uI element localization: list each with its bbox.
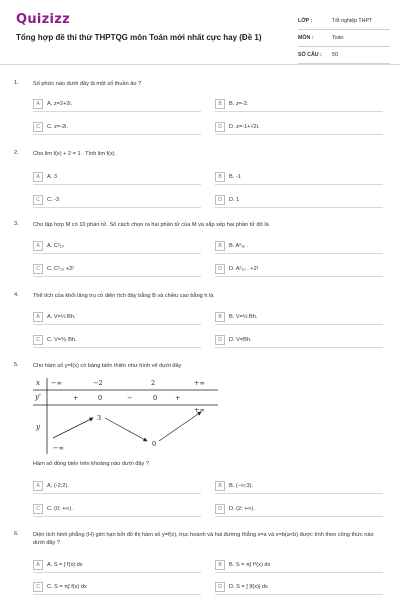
question-number: 6.: [14, 531, 19, 537]
q5-option-c[interactable]: [33, 503, 201, 517]
option-text: C. V=⅙ Bh.: [47, 337, 77, 343]
option-letter: B: [215, 172, 225, 182]
question-text: Cho tập hợp M có 10 phần tử. Số cách chọn ra hai phần tử của M và sắp xếp hai phần tử đó là: [33, 222, 269, 228]
option-text: D. A²₁₀ . +2!: [229, 266, 259, 272]
option-text: B. S = π∫ f²(x) dx: [229, 562, 271, 568]
q6-option-a[interactable]: [33, 559, 201, 573]
option-text: A. z=2+2i.: [47, 101, 73, 107]
subject-value: Toán: [332, 35, 344, 41]
sign: 0: [98, 394, 103, 402]
q6-option-d[interactable]: [215, 581, 383, 595]
option-letter: D: [215, 264, 225, 274]
option-letter: C: [33, 264, 43, 274]
quizizz-logo: Quizizz: [16, 12, 71, 27]
option-letter: D: [215, 582, 225, 592]
option-letter: D: [215, 335, 225, 345]
question-count-label: SỐ CÂU :: [298, 52, 322, 58]
q6-option-b[interactable]: [215, 559, 383, 573]
question-count-value: 50: [332, 52, 338, 58]
option-letter: B: [215, 312, 225, 322]
decrease-arrow: [105, 418, 147, 441]
question-number: 4.: [14, 292, 19, 298]
question-text: Cho lim f(x) + 2 = 1 . Tính lim f(x) .: [33, 151, 118, 157]
class-value: Tốt nghiệp THPT: [332, 18, 373, 24]
subject-label: MÔN :: [298, 35, 314, 41]
option-text: B. V=½ Bh.: [229, 314, 258, 320]
question-number: 5.: [14, 362, 19, 368]
variation-table-grid: [33, 378, 221, 454]
header-divider: [0, 64, 400, 65]
increase-arrow: [159, 412, 201, 441]
option-letter: B: [215, 481, 225, 491]
question-count-row: [298, 47, 390, 64]
y-value: −∞: [53, 444, 64, 452]
q1-option-d[interactable]: [215, 121, 383, 135]
class-label: LỚP :: [298, 18, 313, 24]
page-title: Tổng hợp đề thi thử THPTQG môn Toán mới nhất cực hay (Đề 1): [16, 33, 262, 42]
option-letter: C: [33, 582, 43, 592]
option-text: D. z=-1+√2i.: [229, 124, 260, 130]
question-text: Số phức nào dưới đây là một số thuần ảo ?: [33, 81, 142, 87]
option-letter: A: [33, 241, 43, 251]
option-letter: B: [215, 99, 225, 109]
option-letter: D: [215, 195, 225, 205]
option-text: A. 3: [47, 174, 57, 180]
q3-option-a[interactable]: [33, 240, 201, 254]
increase-arrow: [53, 418, 93, 438]
option-letter: C: [33, 122, 43, 132]
q5-option-d[interactable]: [215, 503, 383, 517]
question-number: 3.: [14, 221, 19, 227]
option-text: C. S = π∫ f(x) dx: [47, 584, 87, 590]
question-text: Diện tích hình phẳng (H) giới hạn bởi đồ thị hàm số y=f(x), trục hoành và hai đường thẳng x=a và x=b(a<b) được tính theo công thức nào dưới đây ?: [33, 532, 374, 546]
sign: −: [127, 394, 133, 402]
option-letter: A: [33, 172, 43, 182]
option-text: D. S = ∫ |f(x)| dx: [229, 584, 268, 590]
option-letter: B: [215, 241, 225, 251]
q1-option-a[interactable]: [33, 98, 201, 112]
x-value: −∞: [51, 379, 62, 387]
option-letter: C: [33, 504, 43, 514]
option-text: A. C²₁₀: [47, 243, 64, 249]
x-label: x: [36, 379, 40, 387]
y-value: +∞: [194, 406, 205, 414]
option-text: A. V=⅓ Bh.: [47, 314, 76, 320]
q3-option-b[interactable]: [215, 240, 383, 254]
option-letter: A: [33, 481, 43, 491]
option-letter: C: [33, 335, 43, 345]
question-subtext: Hàm số đồng biến trên khoảng nào dưới đây ?: [33, 461, 149, 467]
q6-option-c[interactable]: [33, 581, 201, 595]
y-value: 3: [97, 414, 102, 422]
option-letter: D: [215, 504, 225, 514]
option-letter: A: [33, 560, 43, 570]
option-text: B. (−∞;3).: [229, 483, 254, 489]
option-letter: A: [33, 312, 43, 322]
y-value: 0: [152, 440, 157, 448]
q2-option-d[interactable]: [215, 194, 383, 208]
info-panel: [298, 13, 390, 64]
q5-option-a[interactable]: [33, 480, 201, 494]
q4-option-d[interactable]: [215, 334, 383, 348]
q2-option-b[interactable]: [215, 171, 383, 185]
q2-option-a[interactable]: [33, 171, 201, 185]
q4-option-c[interactable]: [33, 334, 201, 348]
x-value: −2: [93, 379, 103, 387]
y-prime-label: y': [35, 393, 41, 401]
option-text: D. (2; +∞).: [229, 506, 255, 512]
option-letter: A: [33, 99, 43, 109]
class-row: [298, 13, 390, 30]
option-text: B. -1: [229, 174, 241, 180]
option-text: A. (-2;2).: [47, 483, 69, 489]
option-text: C. z=-2i.: [47, 124, 68, 130]
q3-option-d[interactable]: [215, 263, 383, 277]
sign: 0: [153, 394, 158, 402]
question-number: 2.: [14, 150, 19, 156]
q1-option-c[interactable]: [33, 121, 201, 135]
sign: +: [175, 394, 181, 402]
variation-table: [33, 378, 221, 454]
option-text: A. S = ∫ f(x) dx: [47, 562, 83, 568]
option-text: C. -3: [47, 197, 60, 203]
q4-option-a[interactable]: [33, 311, 201, 325]
question-text: Cho hàm số y=f(x) có bảng biến thiên như hình vẽ dưới đây: [33, 363, 182, 369]
q3-option-c[interactable]: [33, 263, 201, 277]
option-letter: B: [215, 560, 225, 570]
y-label: y: [36, 423, 40, 431]
option-text: C. (0; +∞).: [47, 506, 73, 512]
q4-option-b[interactable]: [215, 311, 383, 325]
subject-row: [298, 30, 390, 47]
option-text: D. 1: [229, 197, 240, 203]
option-text: D. V=Bh.: [229, 337, 252, 343]
option-text: B. z=-2.: [229, 101, 249, 107]
option-text: B. A²₁₀ .: [229, 243, 249, 249]
option-letter: C: [33, 195, 43, 205]
option-text: C. C²₁₀ +2!: [47, 266, 74, 272]
x-value: +∞: [194, 379, 205, 387]
q2-option-c[interactable]: [33, 194, 201, 208]
question-text: Thể tích của khối lăng trụ có diện tích đáy bằng B và chiều cao bằng h là: [33, 293, 214, 299]
q1-option-b[interactable]: [215, 98, 383, 112]
x-value: 2: [151, 379, 156, 387]
question-number: 1.: [14, 80, 19, 86]
q5-option-b[interactable]: [215, 480, 383, 494]
sign: +: [73, 394, 79, 402]
option-letter: D: [215, 122, 225, 132]
